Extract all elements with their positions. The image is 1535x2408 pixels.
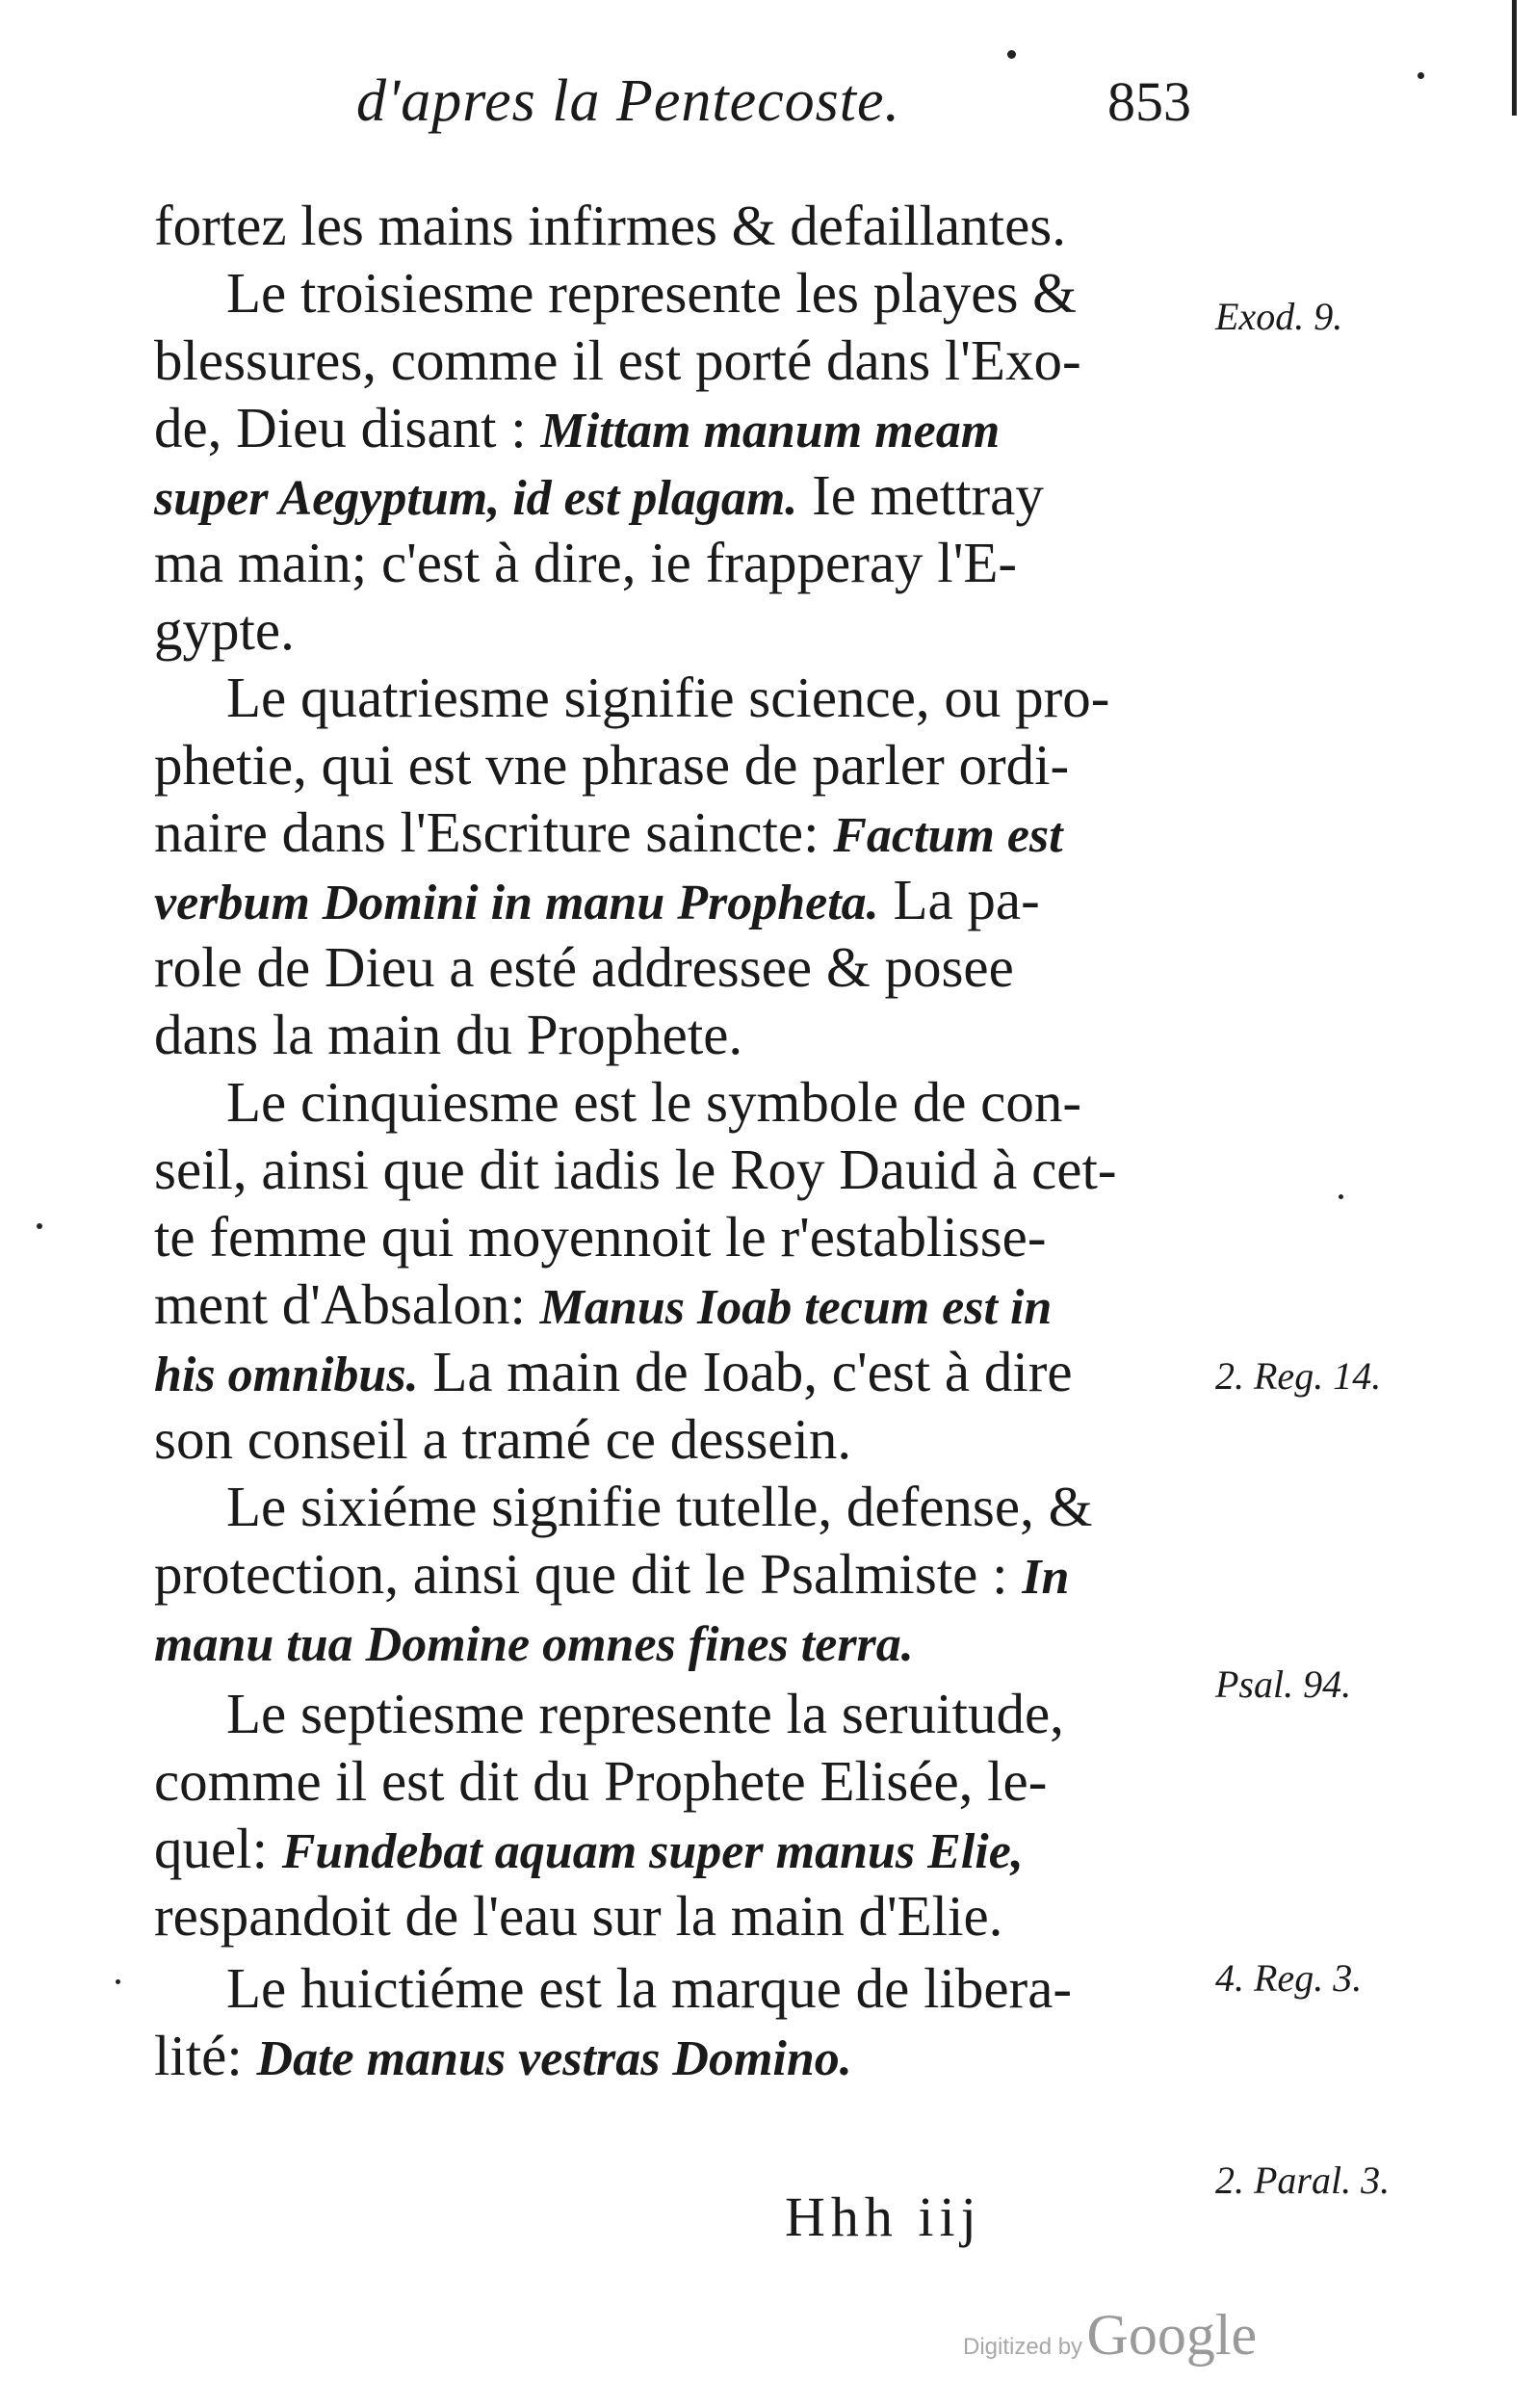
latin-quote: Manus Ioab tecum est in — [539, 1280, 1053, 1335]
line-text: seil, ainsi que dit iadis le Roy Dauid à cet- — [154, 1138, 1117, 1201]
text-line-7 — [154, 598, 1223, 662]
latin-quote: In — [1022, 1550, 1070, 1605]
margin-note-reg14: 2. Reg. 14. — [1215, 1354, 1382, 1398]
line-text: ma main; c'est à dire, ie frapperay l'E- — [154, 531, 1018, 594]
scan-speck — [37, 1223, 42, 1229]
line-text: son conseil a tramé ce dessein. — [154, 1407, 852, 1471]
text-line-27 — [226, 1956, 1223, 2020]
scan-speck — [116, 1979, 120, 1984]
margin-note-psal: Psal. 94. — [1215, 1662, 1352, 1706]
text-line-3 — [154, 328, 1223, 392]
line-text: quel: — [154, 1817, 282, 1880]
latin-quote: verbum Domini in manu Propheta. — [154, 876, 879, 930]
line-text: blessures, comme il est porté dans l'Exo- — [154, 328, 1081, 392]
latin-quote: Mittam manum meam — [540, 404, 1001, 458]
line-text: gypte. — [154, 598, 295, 662]
scan-speck — [1007, 50, 1016, 59]
line-text: ment d'Absalon: — [154, 1272, 540, 1336]
text-line-8 — [226, 666, 1223, 729]
text-line-17 — [154, 1272, 1223, 1336]
line-text: La main de Ioab, c'est à dire — [418, 1340, 1073, 1403]
signature-mark: Hhh iij — [785, 2186, 982, 2248]
line-text: Le quatriesme signifie science, ou pro- — [226, 666, 1110, 729]
text-line-12 — [154, 935, 1223, 999]
text-line-28 — [154, 2024, 1223, 2087]
line-text: protection, ainsi que dit le Psalmiste : — [154, 1542, 1023, 1606]
latin-quote: Date manus vestras Domino. — [256, 2031, 852, 2086]
text-line-21 — [154, 1542, 1223, 1606]
text-line-20 — [226, 1475, 1223, 1538]
margin-note-exod: Exod. 9. — [1215, 295, 1343, 338]
text-line-11 — [154, 868, 1223, 931]
scan-speck — [1418, 72, 1424, 79]
digitized-watermark — [963, 2302, 1257, 2369]
line-text: comme il est dit du Prophete Elisée, le- — [154, 1749, 1048, 1813]
text-line-10 — [154, 800, 1223, 864]
scan-speck — [1339, 1194, 1343, 1199]
margin-note-paral: 2. Paral. 3. — [1215, 2159, 1391, 2202]
line-text: La pa- — [878, 868, 1040, 931]
latin-quote: his omnibus. — [154, 1348, 419, 1402]
line-text: Le cinquiesme est le symbole de con- — [226, 1070, 1081, 1134]
latin-quote: Fundebat aquam super manus Elie, — [281, 1824, 1024, 1879]
page-number: 853 — [1107, 70, 1191, 133]
text-line-18 — [154, 1340, 1223, 1403]
line-text: te femme qui moyennoit le r'establisse- — [154, 1205, 1047, 1269]
text-line-23 — [226, 1682, 1223, 1745]
line-text: naire dans l'Escriture saincte: — [154, 800, 834, 864]
latin-quote: Factum est — [833, 808, 1063, 863]
text-line-16 — [154, 1205, 1223, 1269]
line-text: phetie, qui est vne phrase de parler ordi- — [154, 733, 1070, 797]
text-line-4 — [154, 396, 1223, 459]
text-line-19 — [154, 1407, 1223, 1471]
text-line-22 — [154, 1613, 1223, 1670]
latin-quote: manu tua Domine omnes fines terra. — [154, 1617, 914, 1672]
text-line-9 — [154, 733, 1223, 797]
text-line-15 — [154, 1138, 1223, 1201]
line-text: fortez les mains infirmes & defaillantes. — [154, 194, 1066, 257]
text-line-26 — [154, 1884, 1223, 1948]
line-text: Le troisiesme represente les playes & — [226, 261, 1078, 325]
google-logo: Google — [1086, 2303, 1258, 2367]
watermark-prefix: Digitized by — [963, 2334, 1083, 2360]
text-line-25 — [154, 1817, 1223, 1880]
line-text: Le sixiéme signifie tutelle, defense, & — [226, 1475, 1093, 1538]
line-text: role de Dieu a esté addressee & posee — [154, 935, 1014, 999]
running-title: d'apres la Pentecoste. — [356, 68, 900, 134]
line-text: respandoit de l'eau sur la main d'Elie. — [154, 1884, 1003, 1948]
text-line-2 — [226, 261, 1223, 325]
text-line-1 — [154, 194, 1223, 257]
line-text: de, Dieu disant : — [154, 396, 541, 459]
text-line-6 — [154, 531, 1223, 594]
line-text: lité: — [154, 2024, 257, 2087]
line-text: Le septiesme represente la seruitude, — [226, 1682, 1064, 1745]
margin-note-reg3: 4. Reg. 3. — [1215, 1956, 1363, 2000]
line-text: Le huictiéme est la marque de libera- — [226, 1956, 1073, 2020]
line-text: dans la main du Prophete. — [154, 1003, 743, 1066]
text-line-5 — [154, 463, 1223, 527]
text-line-24 — [154, 1749, 1223, 1813]
text-line-14 — [226, 1070, 1223, 1134]
text-line-13 — [154, 1003, 1223, 1066]
page-edge-mark — [1512, 0, 1517, 116]
line-text: Ie mettray — [797, 463, 1044, 527]
latin-quote: super Aegyptum, id est plagam. — [154, 471, 798, 526]
